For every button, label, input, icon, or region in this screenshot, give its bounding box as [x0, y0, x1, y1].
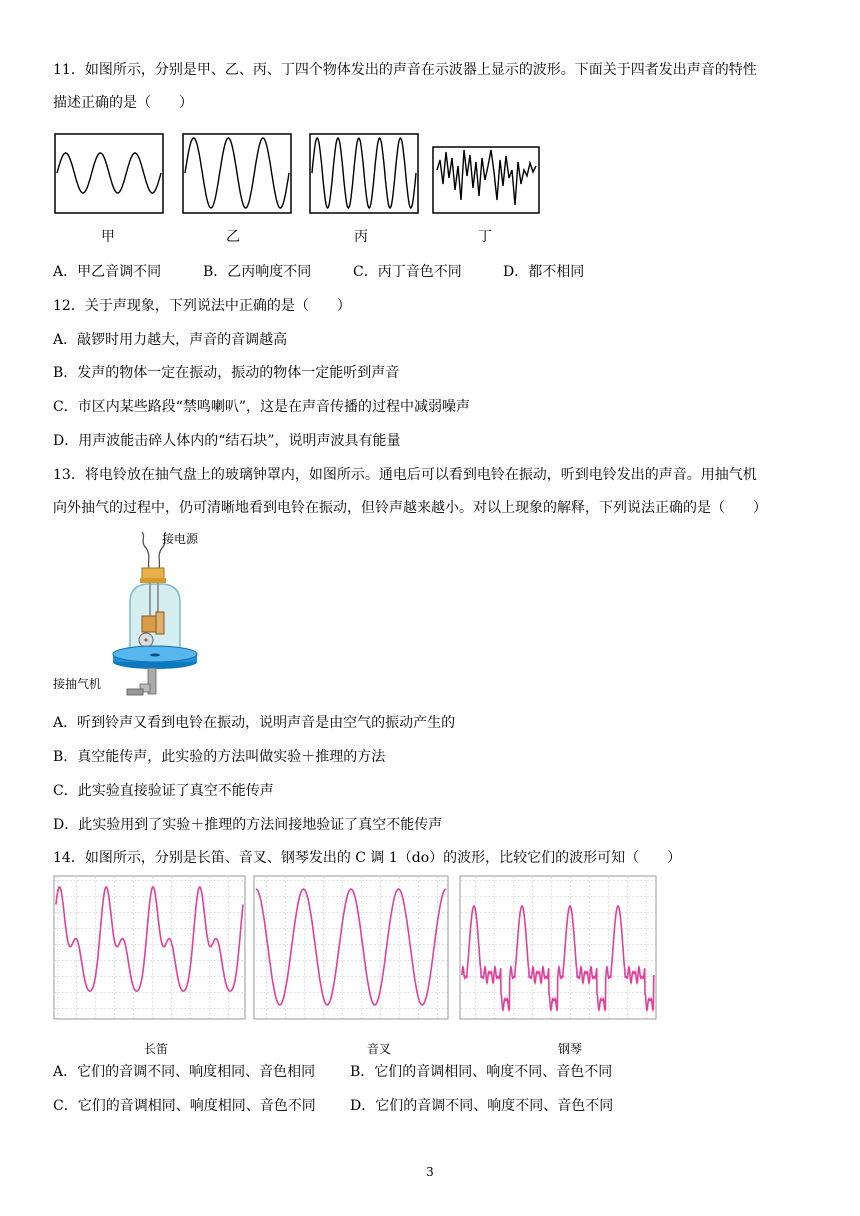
q13-stem-line1: 13．将电铃放在抽气盘上的玻璃钟罩内，如图所示。通电后可以看到电铃在振动，听到电铃发出的声音。用抽气机	[53, 467, 757, 483]
q13-option-a[interactable]: A．听到铃声又看到电铃在振动，说明声音是由空气的振动产生的	[53, 715, 456, 731]
q14-options-row1	[53, 1062, 612, 1082]
q11-label-yi: 乙	[226, 229, 240, 245]
q13-option-d[interactable]: D．此实验用到了实验＋推理的方法间接地验证了真空不能传声	[53, 817, 443, 833]
q14-option-a[interactable]: A．它们的音调不同、响度相同、音色相同	[53, 1064, 316, 1080]
q11-option-a[interactable]: A．甲乙音调不同	[53, 264, 162, 280]
q11-stem-line1: 11．如图所示，分别是甲、乙、丙、丁四个物体发出的声音在示波器上显示的波形。下面关于四者发出声音的特性	[53, 62, 757, 78]
q14-option-c[interactable]: C．它们的音调相同、响度相同、音色不同	[53, 1098, 316, 1114]
q12-option-b[interactable]: B．发声的物体一定在振动，振动的物体一定能听到声音	[53, 365, 400, 381]
q12-stem: 12．关于声现象，下列说法中正确的是（ ）	[53, 298, 351, 314]
q13-option-c[interactable]: C．此实验直接验证了真空不能传声	[53, 783, 274, 799]
q14-option-d[interactable]: D．它们的音调不同、响度不同、音色不同	[350, 1098, 614, 1114]
q12-option-d[interactable]: D．用声波能击碎人体内的“结石块”，说明声波具有能量	[53, 433, 401, 449]
q12-option-a[interactable]: A．敲锣时用力越大，声音的音调越高	[53, 332, 288, 348]
q11-option-b[interactable]: B．乙丙响度不同	[203, 264, 312, 280]
q11-label-jia: 甲	[101, 229, 115, 245]
q14-label-fork: 音叉	[367, 1042, 392, 1056]
q11-option-d[interactable]: D．都不相同	[503, 264, 585, 280]
q12-option-c[interactable]: C．市区内某些路段“禁鸣喇叭”，这是在声音传播的过程中减弱噪声	[53, 399, 471, 415]
q13-stem-line2: 向外抽气的过程中，仍可清晰地看到电铃在振动，但铃声越来越小。对以上现象的解释，下列说法正确的是（ ）	[53, 500, 767, 516]
q14-label-flute: 长笛	[144, 1042, 169, 1056]
q14-stem: 14．如图所示，分别是长笛、音叉、钢琴发出的 C 调 1（do）的波形，比较它们的波形可知（ ）	[53, 850, 682, 866]
piano-waveform	[460, 876, 656, 1019]
q11-stem-line2: 描述正确的是（ ）	[53, 95, 193, 111]
q13-option-b[interactable]: B．真空能传声，此实验的方法叫做实验＋推理的方法	[53, 749, 386, 765]
tuning-fork-waveform	[254, 876, 448, 1019]
page-number: 3	[426, 1165, 434, 1179]
figure-label-pump: 接抽气机	[53, 677, 102, 691]
q14-label-piano: 钢琴	[558, 1042, 583, 1056]
q11-label-bing: 丙	[354, 229, 368, 245]
q14-option-b[interactable]: B．它们的音调相同、响度不同、音色不同	[350, 1064, 613, 1080]
flute-waveform	[54, 876, 245, 1019]
q11-label-ding: 丁	[478, 229, 492, 245]
q14-options-row2	[53, 1096, 613, 1116]
q11-option-c[interactable]: C．丙丁音色不同	[353, 264, 462, 280]
figure-label-power: 接电源	[162, 532, 199, 546]
